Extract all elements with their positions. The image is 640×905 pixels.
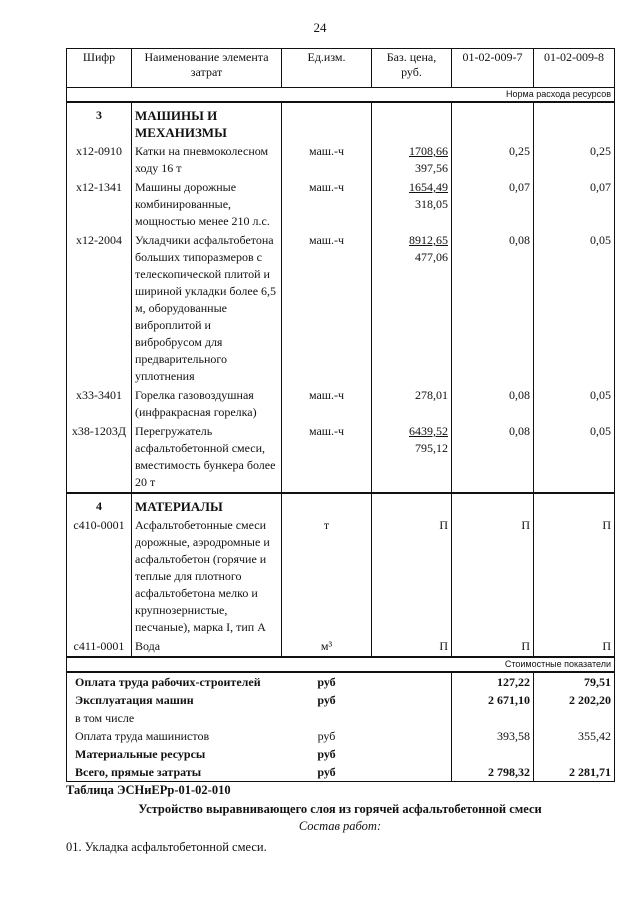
caption-work-item: 01. Укладка асфальтобетонной смеси. bbox=[66, 840, 267, 854]
empty-cell bbox=[534, 102, 615, 142]
price-bottom: 477,06 bbox=[415, 250, 448, 264]
norm-col-b: 0,05 bbox=[534, 422, 615, 493]
norm-col-b: 0,05 bbox=[534, 231, 615, 386]
price-cell bbox=[372, 422, 452, 493]
table-row bbox=[67, 386, 615, 422]
norm-col-b: 0,07 bbox=[534, 178, 615, 231]
price-cell bbox=[372, 516, 452, 637]
norm-label: Норма расхода ресурсов bbox=[67, 88, 615, 103]
table-row bbox=[67, 142, 615, 178]
summary-col-a bbox=[452, 709, 534, 727]
norm-col-b: П bbox=[534, 516, 615, 637]
page-number: 24 bbox=[313, 20, 327, 35]
summary-col-b: 355,42 bbox=[534, 727, 615, 745]
price-cell bbox=[372, 386, 452, 422]
summary-label: Эксплуатация машин bbox=[67, 691, 282, 709]
resource-code: х38-1203Д bbox=[67, 422, 132, 493]
summary-unit: руб bbox=[317, 729, 336, 743]
norm-label-row bbox=[67, 88, 615, 103]
empty-cell bbox=[372, 727, 452, 745]
summary-col-a: 2 671,10 bbox=[452, 691, 534, 709]
resource-name: Вода bbox=[132, 637, 282, 657]
summary-row bbox=[67, 709, 615, 727]
norm-col-b: 0,05 bbox=[534, 386, 615, 422]
price-cell bbox=[372, 178, 452, 231]
norm-col-a: 0,25 bbox=[452, 142, 534, 178]
summary-label: Всего, прямые затраты bbox=[67, 763, 282, 782]
table-row bbox=[67, 178, 615, 231]
price-top: П bbox=[439, 639, 448, 653]
summary-row bbox=[67, 745, 615, 763]
resource-name: Катки на пневмоколесном ходу 16 т bbox=[132, 142, 282, 178]
caption-subtitle: Состав работ: bbox=[298, 819, 382, 833]
norm-col-b: П bbox=[534, 637, 615, 657]
summary-label: Оплата труда машинистов bbox=[67, 727, 282, 745]
price-bottom: 397,56 bbox=[415, 161, 448, 175]
price-top: 1654,49 bbox=[409, 180, 448, 194]
summary-label: Материальные ресурсы bbox=[67, 745, 282, 763]
summary-col-a: 393,58 bbox=[452, 727, 534, 745]
price-cell bbox=[372, 142, 452, 178]
resource-name: Укладчики асфальтобетона больших типоразмеров с телескопической плитой и шириной укладки более 6,5 м, оборудованные виброплитой и вибробрусом для предварительного уплотнения bbox=[132, 231, 282, 386]
summary-unit: руб bbox=[282, 763, 372, 782]
table-caption bbox=[66, 782, 614, 856]
empty-cell bbox=[372, 672, 452, 691]
section-number: 3 bbox=[67, 102, 132, 142]
resource-code: х12-2004 bbox=[67, 231, 132, 386]
price-top: 8912,65 bbox=[409, 233, 448, 247]
summary-col-b bbox=[534, 709, 615, 727]
summary-unit: руб bbox=[317, 675, 336, 689]
price-bottom: 318,05 bbox=[415, 197, 448, 211]
price-top: 278,01 bbox=[415, 388, 448, 402]
empty-cell bbox=[372, 691, 452, 709]
summary-unit bbox=[282, 709, 372, 727]
empty-cell bbox=[372, 763, 452, 782]
resource-table bbox=[66, 48, 615, 782]
price-cell bbox=[372, 231, 452, 386]
empty-cell bbox=[452, 102, 534, 142]
summary-unit: руб bbox=[317, 747, 336, 761]
summary-label: в том числе bbox=[67, 709, 282, 727]
table-row bbox=[67, 637, 615, 657]
resource-name: Асфальтобетонные смеси дорожные, аэродромные и асфальтобетон (горячие и теплые для плотного асфальтобетона мелко и крупнозернистые, песчаные), марка I, тип А bbox=[132, 516, 282, 637]
empty-cell bbox=[372, 709, 452, 727]
section-header-row bbox=[67, 102, 615, 142]
norm-col-a: П bbox=[452, 637, 534, 657]
resource-code: х12-0910 bbox=[67, 142, 132, 178]
resource-code: с411-0001 bbox=[67, 637, 132, 657]
resource-unit: м³ bbox=[282, 637, 372, 657]
header-name: Наименование элемента затрат bbox=[132, 49, 282, 88]
summary-col-a: 127,22 bbox=[452, 672, 534, 691]
resource-unit: маш.-ч bbox=[282, 178, 372, 231]
empty-cell bbox=[372, 745, 452, 763]
header-code: Шифр bbox=[67, 49, 132, 88]
section-title: МАТЕРИАЛЫ bbox=[132, 493, 282, 516]
header-unit: Ед.изм. bbox=[282, 49, 372, 88]
table-row bbox=[67, 231, 615, 386]
section-header-row bbox=[67, 493, 615, 516]
price-top: 6439,52 bbox=[409, 424, 448, 438]
resource-code: х33-3401 bbox=[67, 386, 132, 422]
price-top: 1708,66 bbox=[409, 144, 448, 158]
resource-unit: маш.-ч bbox=[282, 422, 372, 493]
summary-col-b: 79,51 bbox=[534, 672, 615, 691]
section-number: 4 bbox=[67, 493, 132, 516]
norm-col-a: 0,08 bbox=[452, 231, 534, 386]
header-price: Баз. цена, руб. bbox=[372, 49, 452, 88]
summary-col-b bbox=[534, 745, 615, 763]
table-body bbox=[67, 88, 615, 782]
caption-title: Устройство выравнивающего слоя из горячей асфальтобетонной смеси bbox=[138, 802, 542, 816]
summary-col-b: 2 202,20 bbox=[534, 691, 615, 709]
header-col-a: 01-02-009-7 bbox=[452, 49, 534, 88]
empty-cell bbox=[372, 102, 452, 142]
resource-unit: т bbox=[282, 516, 372, 637]
resource-name: Горелка газовоздушная (инфракрасная горелка) bbox=[132, 386, 282, 422]
empty-cell bbox=[452, 493, 534, 516]
norm-col-b: 0,25 bbox=[534, 142, 615, 178]
norm-col-a: 0,07 bbox=[452, 178, 534, 231]
summary-row bbox=[67, 763, 615, 782]
price-cell bbox=[372, 637, 452, 657]
resource-name: Перегружатель асфальтобетонной смеси, вместимость бункера более 20 т bbox=[132, 422, 282, 493]
summary-unit: руб bbox=[317, 693, 336, 707]
table-row bbox=[67, 516, 615, 637]
empty-cell bbox=[372, 493, 452, 516]
caption-table-code: Таблица ЭСНиЕРр-01-02-010 bbox=[66, 783, 231, 797]
summary-label: Оплата труда рабочих-строителей bbox=[67, 672, 282, 691]
summary-row bbox=[67, 727, 615, 745]
norm-col-a: 0,08 bbox=[452, 422, 534, 493]
norm-col-a: П bbox=[452, 516, 534, 637]
summary-col-a bbox=[452, 745, 534, 763]
summary-col-a: 2 798,32 bbox=[452, 763, 534, 782]
section-title: МАШИНЫ И МЕХАНИЗМЫ bbox=[132, 102, 282, 142]
summary-row bbox=[67, 672, 615, 691]
price-top: П bbox=[439, 518, 448, 532]
resource-unit: маш.-ч bbox=[282, 386, 372, 422]
summary-row bbox=[67, 691, 615, 709]
header-col-b: 01-02-009-8 bbox=[534, 49, 615, 88]
price-bottom: 795,12 bbox=[415, 441, 448, 455]
norm-col-a: 0,08 bbox=[452, 386, 534, 422]
cost-label: Стоимостные показатели bbox=[67, 657, 615, 672]
table-header-row bbox=[67, 49, 615, 88]
empty-cell bbox=[534, 493, 615, 516]
summary-col-b: 2 281,71 bbox=[534, 763, 615, 782]
resource-name: Машины дорожные комбинированные, мощностью менее 210 л.с. bbox=[132, 178, 282, 231]
resource-code: с410-0001 bbox=[67, 516, 132, 637]
resource-code: х12-1341 bbox=[67, 178, 132, 231]
empty-cell bbox=[282, 102, 372, 142]
cost-label-row bbox=[67, 657, 615, 672]
table-row bbox=[67, 422, 615, 493]
empty-cell bbox=[282, 493, 372, 516]
resource-unit: маш.-ч bbox=[282, 231, 372, 386]
resource-unit: маш.-ч bbox=[282, 142, 372, 178]
